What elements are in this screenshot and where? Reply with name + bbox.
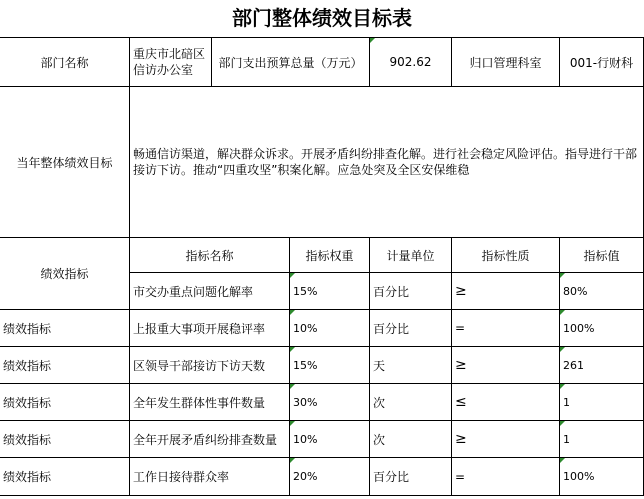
col-header-weight: 指标权重 (290, 238, 370, 273)
annual-goal-text: 畅通信访渠道，解决群众诉求。开展矛盾纠纷排查化解。进行社会稳定风险评估。指导进行干部接访下访。推动“四重攻坚”积案化解。应急处突及全区安保维稳 (130, 87, 644, 238)
col-header-name: 指标名称 (130, 238, 290, 273)
dept-name-label: 部门名称 (0, 37, 130, 87)
indicator-unit: 百分比 (370, 458, 452, 496)
indicator-unit: 天 (370, 347, 452, 384)
performance-table (0, 37, 644, 499)
indicator-nature: = (452, 310, 560, 347)
annual-goal-label: 当年整体绩效目标 (0, 87, 130, 238)
indicator-nature: ≥ (452, 273, 560, 310)
col-header-nature: 指标性质 (452, 238, 560, 273)
indicator-name: 工作日接待群众率 (130, 458, 290, 496)
indicator-weight: 30% (290, 384, 370, 421)
indicator-unit: 次 (370, 421, 452, 458)
indicator-nature: ≥ (452, 347, 560, 384)
indicator-weight: 15% (290, 347, 370, 384)
indicator-nature: ≤ (452, 384, 560, 421)
row-label: 绩效指标 (0, 421, 130, 458)
budget-label: 部门支出预算总量（万元） (212, 37, 370, 87)
indicator-name: 区领导干部接访下访天数 (130, 347, 290, 384)
indicator-unit: 百分比 (370, 273, 452, 310)
indicator-nature: = (452, 458, 560, 496)
indicator-weight: 10% (290, 310, 370, 347)
indicator-value: 1 (560, 421, 644, 458)
indicator-value: 1 (560, 384, 644, 421)
indicator-name: 上报重大事项开展稳评率 (130, 310, 290, 347)
indicator-unit: 百分比 (370, 310, 452, 347)
indicator-weight: 10% (290, 421, 370, 458)
indicator-name: 全年发生群体性事件数量 (130, 384, 290, 421)
indicator-value: 80% (560, 273, 644, 310)
col-header-value: 指标值 (560, 238, 644, 273)
indicator-name: 全年开展矛盾纠纷排查数量 (130, 421, 290, 458)
mgmt-dept-label: 归口管理科室 (452, 37, 560, 87)
row-label: 绩效指标 (0, 347, 130, 384)
budget-value: 902.62 (370, 37, 452, 87)
indicator-nature: ≥ (452, 421, 560, 458)
mgmt-dept-value: 001-行财科 (560, 37, 644, 87)
indicator-weight: 20% (290, 458, 370, 496)
dept-name-value: 重庆市北碚区信访办公室 (130, 37, 212, 87)
indicator-unit: 次 (370, 384, 452, 421)
indicator-name: 市交办重点问题化解率 (130, 273, 290, 310)
indicator-group-label: 绩效指标 (0, 238, 130, 310)
row-label: 绩效指标 (0, 310, 130, 347)
indicator-value: 261 (560, 347, 644, 384)
page-title: 部门整体绩效目标表 (232, 6, 412, 30)
indicator-weight: 15% (290, 273, 370, 310)
indicator-value: 100% (560, 458, 644, 496)
col-header-unit: 计量单位 (370, 238, 452, 273)
row-label: 绩效指标 (0, 458, 130, 496)
indicator-value: 100% (560, 310, 644, 347)
row-label: 绩效指标 (0, 384, 130, 421)
